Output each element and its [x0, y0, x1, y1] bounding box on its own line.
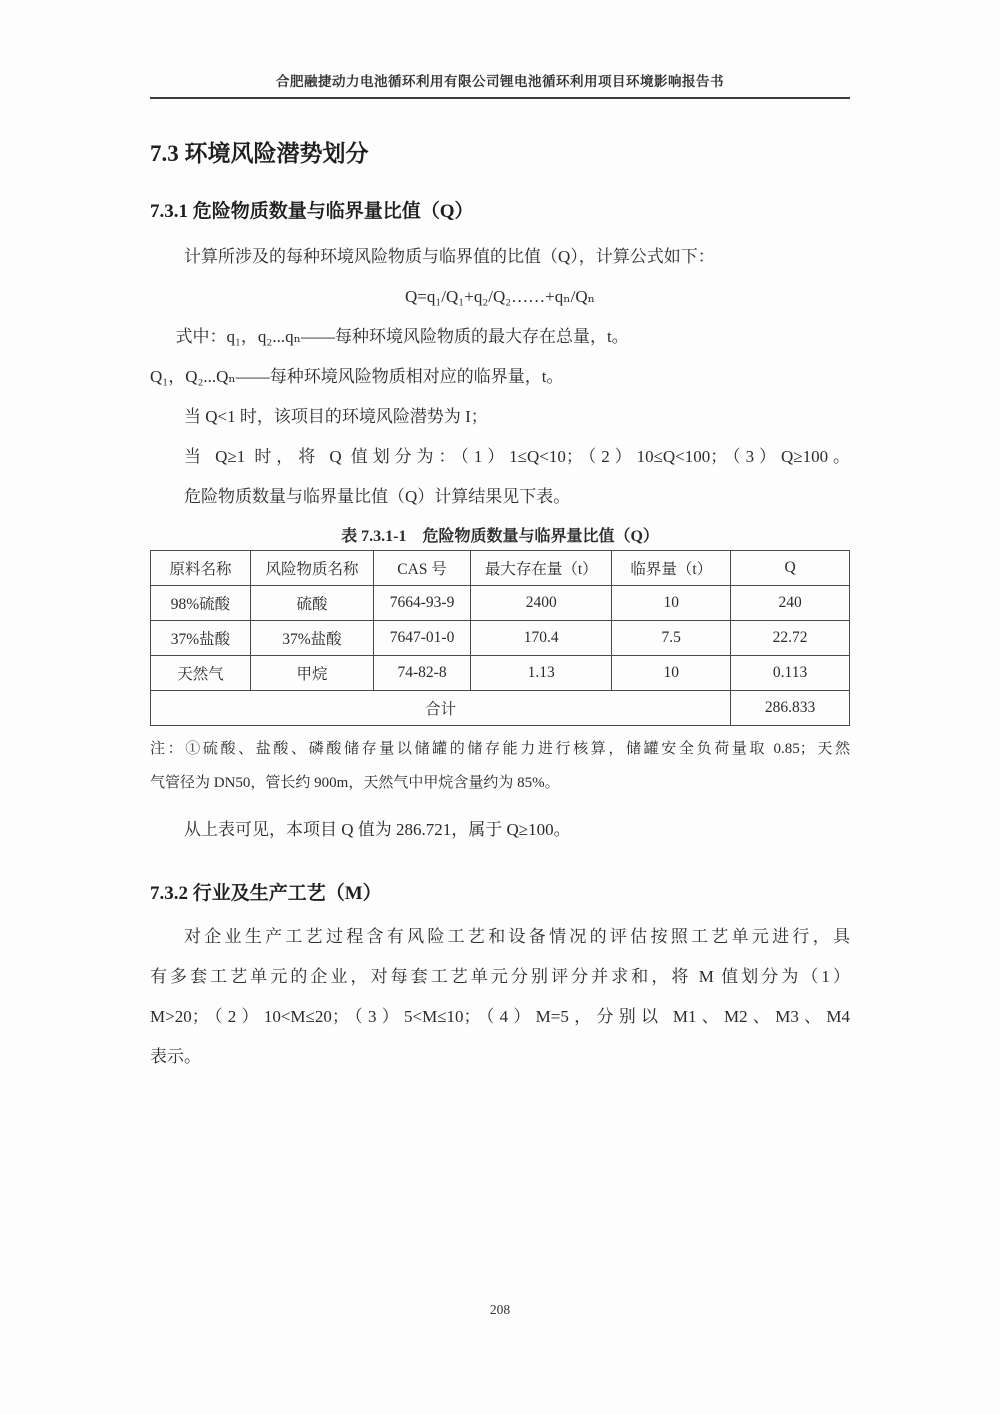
table-row: [151, 621, 850, 656]
table-note: [150, 732, 850, 800]
cell-critical-quantity: 7.5: [612, 621, 731, 656]
col-header-material: 原料名称: [151, 551, 251, 586]
cell-q: 22.72: [731, 621, 850, 656]
cell-material: 37%盐酸: [151, 621, 251, 656]
cell-q: 0.113: [731, 656, 850, 691]
section-7-3-2-body: [150, 917, 850, 1077]
paragraph-conclusion: 从上表可见，本项目 Q 值为 286.721，属于 Q≥100。: [184, 820, 571, 839]
section-heading-7-3: 7.3 环境风险潜势划分: [150, 141, 369, 166]
hazard-quantity-table: [150, 550, 850, 726]
cell-material: 天然气: [151, 656, 251, 691]
paragraph-shizhong: 式中：q₁，q₂...qₙ——每种环境风险物质的最大存在总量，t。: [175, 327, 629, 346]
page-number: 208: [489, 1302, 511, 1317]
table-header-row: [151, 551, 850, 586]
cell-material: 98%硫酸: [151, 586, 251, 621]
paragraph-q-lt-1: 当 Q<1 时，该项目的环境风险潜势为 I；: [184, 407, 488, 426]
table-note-line2: 气管径为 DN50，管长约 900m，天然气中甲烷含量约为 85%。: [150, 775, 560, 791]
cell-critical-quantity: 10: [612, 656, 731, 691]
paragraph-result: 危险物质数量与临界量比值（Q）计算结果见下表。: [184, 487, 571, 506]
col-header-critical-quantity: 临界量（t）: [612, 551, 731, 586]
cell-max-quantity: 170.4: [471, 621, 612, 656]
section-7-3-1-body: [150, 237, 850, 517]
paragraph-intro: 计算所涉及的每种环境风险物质与临界值的比值（Q），计算公式如下：: [184, 247, 715, 266]
section-heading-7-3-1: 7.3.1 危险物质数量与临界量比值（Q）: [150, 201, 474, 222]
cell-risk-substance: 硫酸: [250, 586, 373, 621]
col-header-cas: CAS 号: [373, 551, 470, 586]
col-header-risk-substance: 风险物质名称: [250, 551, 373, 586]
table-total-row: [151, 691, 850, 726]
table-note-line1: 注：①硫酸、盐酸、磷酸储存量以储罐的储存能力进行核算，储罐安全负荷量取 0.85；天然: [150, 741, 850, 757]
section-heading-7-3-2: 7.3.2 行业及生产工艺（M）: [150, 883, 382, 904]
cell-risk-substance: 37%盐酸: [250, 621, 373, 656]
total-label: 合计: [151, 691, 731, 726]
col-header-q: Q: [731, 551, 850, 586]
cell-cas: 74-82-8: [373, 656, 470, 691]
running-header: 合肥融捷动力电池循环利用有限公司锂电池循环利用项目环境影响报告书: [150, 70, 850, 99]
paragraph-qn: Q₁，Q₂...Qₙ——每种环境风险物质相对应的临界量，t。: [150, 367, 564, 386]
paragraph-732-line3: M>20；（2）10<M≤20；（3）5<M≤10；（4）M=5，分别以 M1、M2、M3、M4: [150, 1007, 850, 1026]
total-q-value: 286.833: [731, 691, 850, 726]
table-row: [151, 656, 850, 691]
cell-max-quantity: 1.13: [471, 656, 612, 691]
cell-critical-quantity: 10: [612, 586, 731, 621]
col-header-max-quantity: 最大存在量（t）: [471, 551, 612, 586]
cell-cas: 7664-93-9: [373, 586, 470, 621]
table-row: [151, 586, 850, 621]
cell-risk-substance: 甲烷: [250, 656, 373, 691]
cell-max-quantity: 2400: [471, 586, 612, 621]
formula-q: Q=q₁/Q₁+q₂/Q₂……+qₙ/Qₙ: [405, 287, 595, 306]
table-caption: 表 7.3.1-1 危险物质数量与临界量比值（Q）: [341, 528, 659, 545]
cell-cas: 7647-01-0: [373, 621, 470, 656]
paragraph-732-line2: 有多套工艺单元的企业，对每套工艺单元分别评分并求和，将 M 值划分为（1）: [150, 967, 850, 986]
cell-q: 240: [731, 586, 850, 621]
paragraph-732-line4: 表示。: [150, 1047, 201, 1066]
paragraph-q-ge-1: 当 Q≥1 时，将 Q 值划分为：（1）1≤Q<10；（2）10≤Q<100；（3）Q≥100。: [184, 447, 850, 466]
paragraph-732-line1: 对企业生产工艺过程含有风险工艺和设备情况的评估按照工艺单元进行，具: [184, 927, 850, 946]
